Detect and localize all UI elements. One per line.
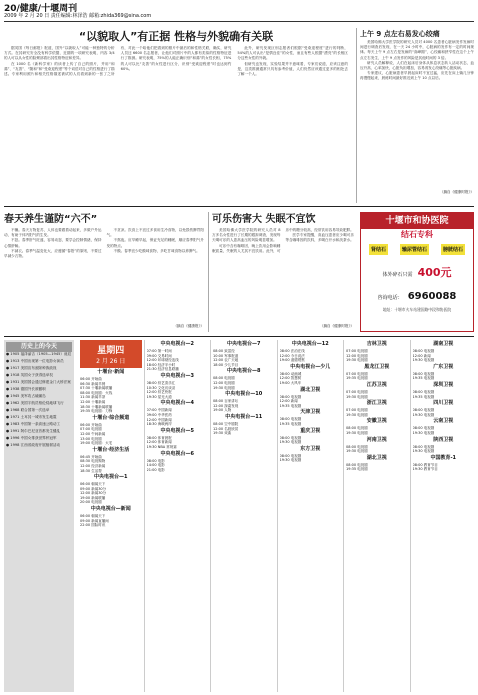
history-item: ● 1971 土耳其一城市发生地震 (6, 415, 57, 419)
tv-channel-name: 湖南卫视 (433, 341, 454, 347)
tv-program: 19:30 电视剧 (279, 458, 302, 463)
tv-program: 06:00 开始曲 (80, 377, 102, 381)
tv-program: 12:00 十堰新闻 (80, 399, 106, 404)
tv-program: 18:30 海峡两岸 (146, 422, 172, 427)
tv-program: 19:30 星光大道 (146, 394, 172, 399)
history-item: ● 1968 联合国第一次选举 (6, 408, 50, 412)
tv-program: 08:00 致富经 (213, 349, 235, 353)
history-item: ● 1983 中国第一条高速公路动工 (6, 422, 61, 426)
page-header (4, 0, 474, 22)
article-box-source: （摘自《健康时报》） (439, 190, 474, 194)
tv-program: 08:00 电视剧 (213, 376, 235, 381)
tv-program: 08:00 电视剧 (279, 435, 302, 440)
tv-program: 08:00 体育晨报 (146, 435, 172, 440)
tv-program: 19:30 戏曲 (213, 431, 232, 436)
paragraph: 不酸。春季宜少吃酸味食物，多吃甘味食物以养脾气。 (113, 248, 200, 253)
tv-program: 21:30 经济信息联播 (146, 367, 179, 372)
tv-program: 19:30 电视剧 (213, 385, 235, 390)
tv-program: 12:00 农广天地 (213, 358, 239, 363)
tv-channel-name: 浙江卫视 (366, 400, 387, 407)
tv-program: 19:00 电视剧：大宅 (80, 441, 113, 446)
tv-program: 07:00 电视剧 (346, 408, 368, 413)
tv-program: 19:30 教育节目 (412, 467, 438, 472)
tv-program: 19:30 电视剧 (412, 449, 435, 454)
tv-date-block (80, 340, 142, 368)
tv-channel-name: 中央电视台—新闻 (90, 506, 131, 513)
history-item: ● 1931 美国国会通过修建金门大桥法案 (6, 380, 71, 384)
tv-program: 19:35 电视剧 (346, 376, 368, 381)
tv-column (78, 340, 142, 692)
tv-channel-name: 中国教育-1 (430, 454, 457, 461)
tv-program: 08:00 综艺喜乐汇 (146, 380, 176, 385)
tv-channel-name: 中央电视台—7 (227, 341, 261, 347)
tv-channel-name: 中央电视台—10 (225, 391, 263, 398)
tv-program: 08:00 电视剧 (412, 408, 435, 413)
tv-program: 08:00 电视剧：火线 (80, 390, 113, 395)
ad-phone (361, 284, 473, 303)
tv-program: 08:30 电视购物 (80, 459, 106, 464)
tv-channel-name: 中央电视台—8 (227, 368, 261, 375)
tv-channel-name: 中央电视台—11 (225, 413, 263, 420)
tv-program: 18:00 少儿节目 (213, 362, 239, 367)
history-sidebar (4, 340, 74, 692)
tv-program: 19:30 NBA 常规赛 (146, 444, 177, 449)
tv-channel-name: 中央电视台—6 (160, 450, 194, 457)
page-meta: 2009 年 2 月 20 日 责任编辑:林泽浩 邮箱:zhida369@sina.com (4, 13, 152, 19)
ad-tag: 输尿管结石 (400, 244, 429, 255)
tv-channel-name: 吉林卫视 (366, 341, 387, 347)
tv-program: 08:00 教育节目 (412, 462, 438, 467)
tv-program: 06:30 新闻早餐 (80, 381, 106, 386)
article-spring (4, 212, 204, 332)
article-cola-title: 可乐伤害大 失眠不宜饮 (212, 214, 316, 225)
paragraph: 但研究也发现，实验结果并不意味着，专家们说道，应该注意的是，这类推测通常只具有参考价值，人们仍然应该通过更多的相处去了解一个人。 (237, 61, 348, 77)
tv-program: 21:00 电影 (146, 467, 165, 472)
tv-channel-name: 中央电视台—12 (291, 341, 329, 347)
history-item: ● 1918 英国女子获得选举权 (6, 373, 53, 377)
tv-channel-name: 安徽卫视 (366, 418, 387, 425)
tv-channel-name: 广东卫视 (433, 363, 454, 370)
article-main-body (4, 46, 348, 198)
hospital-ad[interactable] (360, 212, 474, 332)
ad-brand: 十堰市和协医院 (361, 213, 473, 229)
tv-program: 08:00 电视剧 (412, 444, 435, 449)
ad-tags (363, 244, 471, 255)
tv-program: 14:00 电影 (146, 463, 165, 468)
paragraph: 据英国《每日邮报》报道，国外“以貌取人”可能一种独特的分析方式。在其研究安全没有科学依据，近期的一项研究表明，内容 3/4 的人可以从女性的脸颊部看出其性格特征和差异。 (4, 46, 115, 61)
divider (4, 336, 474, 337)
history-item: ● 1945 美军攻占硫磺岛 (6, 394, 46, 398)
divider (4, 206, 474, 207)
article-cola (208, 212, 354, 332)
tv-program: 07:00 第一时间 (146, 349, 172, 353)
tv-program: 19:30 电视剧 (346, 358, 368, 363)
tv-program: 19:30 电视剧 (279, 440, 302, 445)
tv-program: 19:30 电视剧 (346, 430, 368, 435)
tv-program: 19:35 电视剧 (412, 376, 435, 381)
tv-program: 08:00 电视剧 (346, 426, 368, 431)
paragraph: 可乐中含有咖啡因，晚上饮用会影响睡眠质量，失眠的人尤其不宜饮用。此外，可乐中的糖分较高，经常饮用容易导致肥胖。 (212, 228, 354, 253)
tv-program: 07:00 电视剧 (346, 371, 368, 376)
tv-day: 星期四 (97, 346, 125, 356)
tv-program: 19:00 道德观察 (279, 358, 305, 363)
tv-program: 12:00 智慧树 (279, 376, 302, 381)
tv-channel-name: 中央电视台—少儿 (290, 363, 331, 370)
tv-channel-name: 中央电视台—4 (160, 400, 194, 407)
tv-program: 07:00 电视剧 (346, 389, 368, 394)
tv-channel-name: 十堰台·综合频道 (92, 414, 130, 421)
paragraph: 不懒。春天万物复苏，人体也要跟着动起来，多做户外运动，有助于体内阳气的生发。 (4, 228, 102, 238)
tv-program: 08:00 电视剧 (412, 371, 435, 376)
history-item: ● 1998 江西省政府开展植树活动 (6, 443, 61, 447)
tv-program: 06:00 朝闻天下 (80, 482, 106, 487)
history-item: ● 1962 美国宇航员格伦绕地球飞行 (6, 401, 64, 405)
paragraph: 不熬夜。应早睡早起，保证充足的睡眠，顺应春季阳气升发的特点。 (106, 238, 204, 248)
tv-program: 08:00 电视剧 (346, 444, 368, 449)
tv-program: 06:00 开始曲 (80, 422, 102, 427)
tv-program: 06:00 朝闻天下 (80, 514, 106, 519)
tv-column (343, 340, 408, 692)
tv-program: 06:45 开始曲 (80, 454, 102, 459)
tv-program: 22:00 国际时讯 (80, 523, 106, 528)
tv-program: 12:00 经济新闻 (80, 463, 106, 468)
tv-program: 19:30 电视剧 (346, 394, 368, 399)
tv-channel-name: 中央电视台—5 (160, 427, 194, 434)
tv-program: 19:35 电视剧 (279, 403, 302, 408)
tv-program: 08:00 电视剧 (412, 389, 435, 394)
tv-program: 19:00 人物 (213, 408, 232, 413)
tv-program: 08:00 百家讲坛 (213, 399, 239, 404)
tv-program: 20:00 电视剧 (80, 500, 102, 505)
tv-column (210, 340, 275, 692)
tv-channel-name: 湖北卫视 (300, 386, 321, 393)
history-item: ● 1905 福泽谕吉（1905—1945）诞辰 (6, 352, 72, 356)
tv-program: 12:00 探索发现 (213, 403, 239, 408)
tv-program: 11:30 新闻早茶 (80, 395, 106, 400)
tv-channel-name: 中央电视台—3 (160, 372, 194, 379)
tv-program: 07:00 电视剧 (80, 427, 102, 432)
ad-phone-label: 咨询电话： (377, 295, 403, 301)
tv-channel-name: 天津卫视 (300, 409, 321, 416)
history-item: ● 1917 美国宣布废除种族歧视 (6, 366, 57, 370)
tv-schedule (78, 340, 474, 692)
tv-program: 19:30 电视剧 (346, 412, 368, 417)
tv-program: 08:00 电视剧 (279, 417, 302, 422)
tv-program: 18:30 十堰新闻联播 (80, 404, 113, 409)
ad-phone-number: 6960088 (407, 291, 457, 302)
tv-channel-name: 中央电视台—1 (94, 474, 128, 481)
tv-program: 07:30 十堰新闻联播 (80, 386, 113, 391)
paragraph: 不贪凉。饮食上不宜过多食用生冷食物，以免损伤脾胃阳气。 (106, 228, 204, 238)
tv-program: 12:00 环球财经连线 (146, 358, 179, 363)
tv-program: 09:00 新闻30分 (80, 486, 107, 491)
paragraph: 美国哈佛大学医学院的研究人员对 8 万多名女性进行了长期的跟踪调查，发现每天喝可乐的人患高血压的风险明显增加。 (212, 228, 281, 243)
tv-program: 09:00 交易时间 (146, 353, 172, 358)
tv-program: 12:00 中国新闻 (146, 417, 172, 422)
tv-column (144, 340, 209, 692)
tv-program: 09:00 中华医药 (146, 412, 172, 417)
tv-program: 12:00 电视剧 (213, 380, 235, 385)
history-item: ● 1913 中国出现第一位电影女演员 (6, 359, 64, 363)
tv-program: 12:00 新闻 (412, 353, 431, 358)
tv-program: 12:00 午间新闻 (80, 431, 106, 436)
tv-program: 19:35 电视剧 (279, 421, 302, 426)
tv-program: 08:00 电视剧 (279, 394, 302, 399)
tv-channel-name: 重庆卫视 (300, 427, 321, 434)
tv-channel-name: 东方卫视 (300, 445, 321, 452)
article-cola-body (212, 228, 354, 324)
ad-promo (361, 261, 473, 280)
tv-program: 12:00 综艺快报 (146, 390, 172, 395)
tv-program: 10:00 军事报道 (213, 353, 239, 358)
tv-channel-name: 十堰台·新闻 (97, 369, 125, 375)
tv-channel-name: 河南卫视 (366, 436, 387, 443)
ad-address: 地址：十堰市火车站建国路中段和协医院 (382, 307, 452, 312)
history-item: ● 1938 德国外长被撤职 (6, 387, 46, 391)
ad-tag: 膀胱结石 (441, 244, 465, 255)
tv-program: 07:00 中国新闻 (146, 408, 172, 413)
tv-program: 18:00 经济半小时 (146, 362, 176, 367)
tv-program: 08:00 动画城 (279, 371, 302, 376)
tv-program: 12:00 新闻30分 (80, 491, 107, 496)
tv-channel-name: 江苏卫视 (366, 381, 387, 388)
paragraph: 研究人员解释说，人们在起床后身体从休息状态转入活动状态，血压升高、心率加快，心脏负担增加，容易诱发心绞痛等心脏疾病。 (360, 60, 474, 71)
tv-program: 12:00 今日说法 (279, 353, 305, 358)
paragraph: 不减衣。春季气温变化大，应遵循“春捂”的原则，不要过早减少衣物。 (4, 248, 102, 259)
tv-channel-name: 中央电视台—2 (160, 341, 194, 347)
article-cola-source: （摘自《健康时报》） (319, 324, 354, 328)
history-item: ● 1996 中国女排获世界杯冠军 (6, 436, 57, 440)
article-main-title: “以貌取人”有正据 性格与外貌确有关联 (78, 30, 274, 43)
tv-channel-name: 深圳卫视 (433, 381, 454, 388)
tv-program: 12:00 新闻 (279, 399, 298, 404)
tv-program: 12:00 名段欣赏 (213, 426, 239, 431)
tv-program: 13:00 电视剧 (80, 436, 102, 441)
tv-program: 19:30 电视剧 (412, 412, 435, 417)
ad-promo-label: 体外碎石只需 (382, 272, 413, 278)
article-box-body (360, 40, 474, 190)
history-item: ● 1991 阿尔巴尼亚首都发生骚乱 (6, 429, 61, 433)
tv-column (277, 340, 342, 692)
ad-service: 结石专科 (401, 230, 433, 239)
tv-program: 19:35 电视剧 (346, 467, 368, 472)
tv-program: 09:00 新闻直播间 (80, 518, 109, 523)
tv-program: 12:00 电视剧 (346, 353, 368, 358)
tv-column (410, 340, 475, 692)
paragraph: 在 1000 名《新科学家》的读者上传了自己的照片，并用“和蔼”、“友善”、“随和”和“受欢迎程度”等个词语对自己的性格进行了描述。专家利用照片和相关性格描述被试的人们看到新的一张了之所有，对此一个给他们把看到的照片中最后的和性格关联，确实，研究人员还 6600 名志愿者，让他们对照片中的人都有类似的性格特征进行了推测。研究表明，75%的人能正确识别“和蔼”的女性长相，75%的人可以比“友善”的女性进行区分，识别“受欢迎程度”时也达到约 60%。 (4, 46, 232, 77)
article-spring-title: 春天养生谨防“六不” (4, 214, 98, 225)
tv-program: 12:00 体育新闻 (146, 440, 172, 445)
tv-program: 19:30 电视剧 (346, 449, 368, 454)
tv-program: 19:00 大风车 (279, 380, 302, 385)
tv-date: 2 月 26 日 (96, 358, 126, 365)
tv-program: 07:00 电视剧 (346, 349, 368, 353)
tv-program: 18:30 生活帮 (80, 468, 102, 473)
history-list (6, 352, 72, 450)
tv-channel-name: 陕西卫视 (433, 436, 454, 443)
article-box-title: 上午 9 点左右易发心绞痛 (360, 30, 440, 38)
tv-program: 08:00 电视剧 (279, 453, 302, 458)
ad-tag: 肾结石 (369, 244, 388, 255)
paragraph: 专家建议，心脏病患者早晨起床时不宜过猛，应先在床上躺几分钟再慢慢起来，晨练时间最好推迟到上午 10 点以后。 (360, 71, 474, 81)
history-title: 历史上的今天 (6, 342, 72, 352)
tv-program: 19:30 电视剧 (412, 358, 435, 363)
tv-channel-name: 四川卫视 (433, 400, 454, 407)
tv-program: 19:00 新闻联播 (80, 495, 106, 500)
tv-channel-name: 湖北卫视 (366, 454, 387, 461)
tv-program: 08:00 电视剧 (412, 349, 435, 353)
tv-channel-name: 云南卫视 (433, 418, 454, 425)
paragraph: 医学专家提醒，高血压患者应少喝可乐等含咖啡因的饮料，多喝白开水和淡茶水。 (285, 233, 354, 243)
article-spring-body (4, 228, 204, 324)
tv-channel-name: 黑龙江卫视 (364, 363, 390, 370)
paragraph: 不怒。春季肝气旺盛，容易动怒，要学会控制情绪，保持心情舒畅。 (4, 238, 102, 248)
article-main (4, 28, 348, 203)
tv-program: 19:30 电视剧 (412, 430, 435, 435)
ad-promo-price: 400元 (417, 266, 452, 279)
paragraph: 此外，研究发现区别志愿者们根据“受欢迎程度”进行的判断，54%的人可认出“是情良佳”的女性，而且有些人根据“漂亮”的长相区分这些女性的外貌。 (237, 46, 348, 61)
tv-program: 08:00 电视剧 (412, 426, 435, 431)
page-section-title: 20/健康/十堰周刊 (4, 4, 78, 14)
tv-program: 08:00 电视剧 (346, 462, 368, 467)
paragraph: 美国哈佛大学医学院的研究人员对 4000 名患者心脏病发作发病时间进行调查后发现，在一天 24 小时中，心脏病的发作有一定的时间规律。每天上午 9 点左右是发病的“高峰期”，心绞痛和狭窄性在这个上午点左右发生，上午 9 点发作的风险是其他时间的 3 倍。 (360, 40, 474, 60)
tv-program: 19:35 电视剧 (412, 394, 435, 399)
tv-program: 10:30 文化访谈录 (146, 385, 176, 390)
tv-program: 08:00 电影 (146, 458, 165, 463)
tv-program: 08:00 空中剧院 (213, 421, 239, 426)
tv-channel-name: 十堰台·经济生活 (92, 446, 130, 453)
tv-program: 08:00 法治在线 (279, 349, 305, 353)
article-spring-source: （摘自《健康报》） (173, 324, 204, 328)
tv-program: 19:35 电视剧：刀锋 (80, 409, 113, 414)
article-box (356, 28, 474, 203)
